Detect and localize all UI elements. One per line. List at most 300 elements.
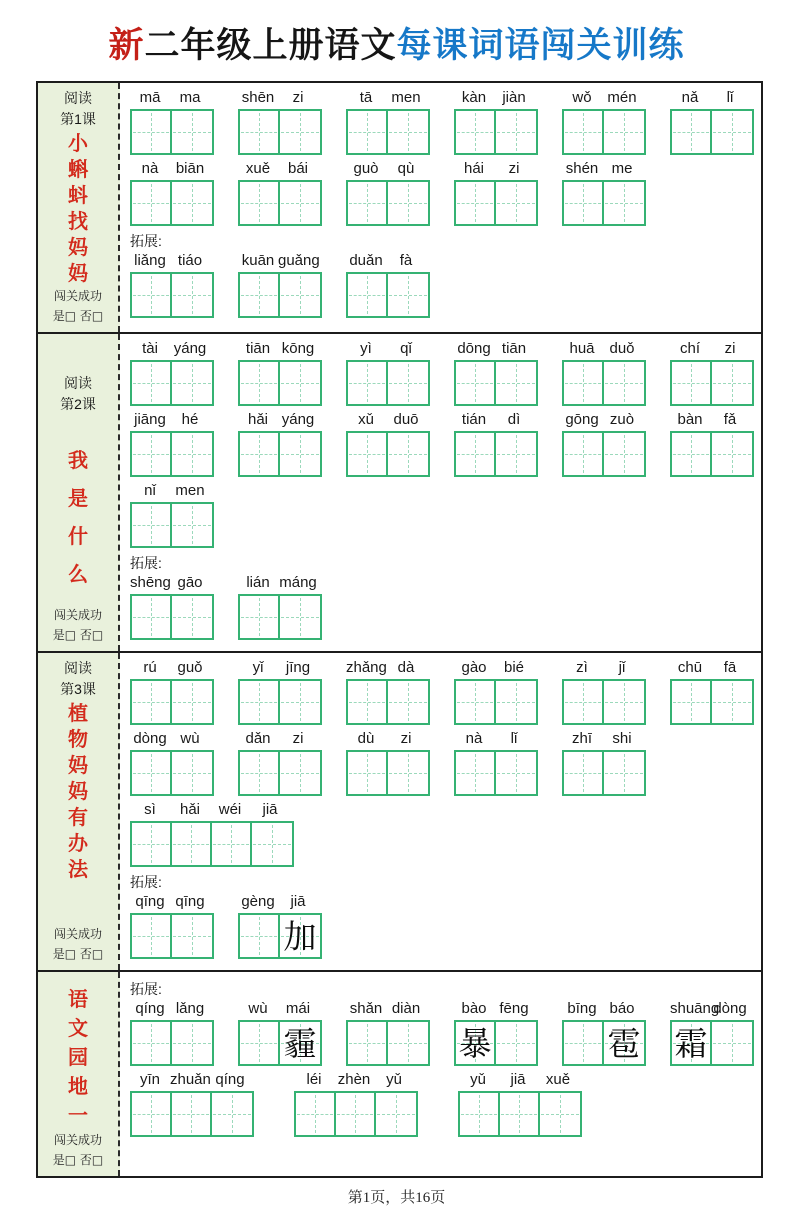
word-unit [238, 730, 322, 796]
section-content [120, 83, 761, 332]
pinyin-syllable: diàn [391, 1000, 421, 1017]
word-unit [454, 1000, 538, 1066]
word-unit [670, 1000, 754, 1066]
char-cell [672, 433, 712, 475]
character-box [130, 913, 214, 959]
pinyin-syllable: dōng [457, 340, 491, 357]
character-box [238, 272, 322, 318]
char-cell [280, 274, 320, 316]
pinyin-syllable: bái [287, 160, 309, 177]
char-cell [296, 1093, 336, 1135]
char-cell [172, 433, 212, 475]
char-cell [348, 433, 388, 475]
pinyin-label [130, 730, 214, 748]
pinyin-syllable: yǔ [386, 1071, 402, 1088]
pinyin-syllable: zhuǎn [170, 1071, 211, 1088]
word-unit [346, 340, 430, 406]
char-cell [456, 433, 496, 475]
pinyin-label [562, 659, 646, 677]
pinyin-label [130, 1000, 214, 1018]
word-unit [346, 1000, 430, 1066]
pinyin-syllable: jiàn [502, 89, 526, 106]
character-box [454, 750, 538, 796]
pinyin-syllable: kuān [241, 252, 275, 269]
lesson-title-char: 蚪 [68, 183, 88, 207]
character-box [130, 272, 214, 318]
pinyin-label [562, 89, 646, 107]
char-cell [252, 823, 292, 865]
pinyin-syllable: nǎ [681, 89, 699, 106]
pinyin-syllable: qù [397, 160, 415, 177]
word-unit [130, 411, 214, 477]
char-cell [604, 752, 644, 794]
char-cell [348, 362, 388, 404]
word-unit [238, 893, 322, 959]
character-box [670, 109, 754, 155]
char-cell [132, 182, 172, 224]
page-title [0, 26, 793, 66]
pinyin-label [346, 252, 430, 270]
word-unit [130, 1071, 254, 1137]
word-unit [346, 252, 430, 318]
character-box [130, 1091, 254, 1137]
lesson-title-vertical [68, 441, 88, 593]
char-cell [564, 111, 604, 153]
word-unit [670, 411, 754, 477]
pinyin-syllable: shǎn [349, 1000, 383, 1017]
lesson-title-char: 办 [68, 831, 88, 855]
pinyin-syllable: duǒ [609, 340, 635, 357]
pinyin-label [130, 893, 214, 911]
pinyin-label [238, 252, 322, 270]
lesson-title-char: 物 [68, 727, 88, 751]
char-cell [240, 596, 280, 638]
pinyin-syllable: lǐ [726, 89, 734, 106]
word-row [130, 411, 757, 477]
character-box [238, 1020, 322, 1066]
char-cell [388, 362, 428, 404]
word-unit [130, 574, 214, 640]
word-unit [454, 340, 538, 406]
char-cell [132, 752, 172, 794]
character-box [346, 360, 430, 406]
word-row [130, 252, 757, 318]
word-unit [346, 411, 430, 477]
pinyin-syllable: huā [569, 340, 595, 357]
char-cell [456, 752, 496, 794]
pinyin-label [562, 411, 646, 429]
char-cell [172, 504, 212, 546]
pinyin-syllable: yǐ [252, 659, 264, 676]
char-cell [240, 182, 280, 224]
yes-no-checkboxes: 是□ 否□ [52, 628, 104, 642]
pinyin-syllable: me [611, 160, 633, 177]
yes-no-checkboxes: 是□ 否□ [52, 309, 104, 323]
lesson-title-char: 么 [68, 562, 88, 586]
char-cell [388, 752, 428, 794]
char-cell [672, 1022, 712, 1064]
word-unit [238, 340, 322, 406]
char-cell [456, 362, 496, 404]
pinyin-syllable: zhèn [337, 1071, 371, 1088]
pinyin-label [562, 160, 646, 178]
pinyin-syllable: dòng [133, 730, 167, 747]
char-cell [388, 111, 428, 153]
pinyin-syllable: wǒ [572, 89, 592, 106]
expand-label: 拓展: [130, 233, 162, 249]
pinyin-syllable: zhī [571, 730, 592, 747]
character-box [238, 109, 322, 155]
char-cell [388, 433, 428, 475]
character-box [130, 502, 214, 548]
char-cell [388, 681, 428, 723]
word-unit [130, 893, 214, 959]
character-box [454, 109, 538, 155]
char-cell [280, 596, 320, 638]
pinyin-label [294, 1071, 418, 1089]
section-content [120, 653, 761, 970]
pinyin-syllable: guǒ [177, 659, 203, 676]
section-sidebar [38, 334, 120, 651]
character-box [454, 431, 538, 477]
char-cell [712, 111, 752, 153]
section-sidebar [38, 83, 120, 332]
character-box [294, 1091, 418, 1137]
char-cell [348, 752, 388, 794]
word-unit [238, 411, 322, 477]
word-row [130, 801, 757, 867]
pinyin-syllable: kōng [281, 340, 315, 357]
char-cell [132, 1022, 172, 1064]
pinyin-label [130, 160, 214, 178]
pinyin-syllable: qǐ [400, 340, 412, 357]
pinyin-syllable: dǎn [245, 730, 271, 747]
pinyin-label [130, 574, 214, 592]
challenge-success-label: 闯关成功 [53, 927, 102, 941]
char-cell [564, 433, 604, 475]
pinyin-syllable: shuāng [670, 1000, 720, 1017]
worksheet-section [38, 653, 761, 972]
word-row [130, 340, 757, 406]
pinyin-label [238, 893, 322, 911]
word-row [130, 730, 757, 796]
word-unit [346, 659, 430, 725]
pinyin-syllable: lián [246, 574, 270, 591]
char-cell [240, 752, 280, 794]
character-box [562, 1020, 646, 1066]
pinyin-syllable: nà [465, 730, 483, 747]
word-unit [562, 730, 646, 796]
pinyin-syllable: kàn [461, 89, 487, 106]
character-box [238, 431, 322, 477]
char-cell [132, 433, 172, 475]
char-cell [348, 1022, 388, 1064]
char-cell [172, 915, 212, 957]
char-cell [280, 915, 320, 957]
char-cell [132, 596, 172, 638]
character-box [670, 360, 754, 406]
character-box [238, 750, 322, 796]
pinyin-syllable: rú [143, 659, 157, 676]
character-box [670, 1020, 754, 1066]
pinyin-syllable: bàn [677, 411, 703, 428]
title-part-new: 新 [108, 26, 145, 65]
pinyin-syllable: lǐ [510, 730, 518, 747]
word-row [130, 1071, 757, 1137]
char-cell [348, 111, 388, 153]
character-box [346, 750, 430, 796]
pinyin-syllable: mā [139, 89, 161, 106]
char-cell [132, 1093, 172, 1135]
pinyin-syllable: yáng [173, 340, 207, 357]
pinyin-syllable: hǎi [179, 801, 201, 818]
pinyin-syllable: xǔ [358, 411, 374, 428]
char-cell [172, 1093, 212, 1135]
word-unit [238, 1000, 322, 1066]
word-unit [454, 411, 538, 477]
word-unit [130, 89, 214, 155]
pinyin-syllable: léi [306, 1071, 322, 1088]
char-cell [240, 274, 280, 316]
char-cell [348, 681, 388, 723]
word-unit [238, 659, 322, 725]
char-cell [240, 111, 280, 153]
word-unit [454, 160, 538, 226]
pinyin-syllable: yì [360, 340, 372, 357]
pinyin-syllable: dòng [713, 1000, 747, 1017]
character-box [130, 431, 214, 477]
pinyin-syllable: zhǎng [346, 659, 387, 676]
character-box [130, 180, 214, 226]
word-row [130, 893, 757, 959]
pinyin-label [454, 730, 538, 748]
char-cell [132, 681, 172, 723]
pinyin-syllable: shēn [241, 89, 275, 106]
pinyin-label [562, 730, 646, 748]
pinyin-label [238, 160, 322, 178]
pinyin-label [562, 1000, 646, 1018]
character-box [238, 360, 322, 406]
char-cell [564, 1022, 604, 1064]
pinyin-label [130, 411, 214, 429]
char-cell [172, 182, 212, 224]
pinyin-syllable: mén [607, 89, 637, 106]
lesson-title-char: 有 [68, 805, 88, 829]
pinyin-label [346, 160, 430, 178]
char-cell [240, 915, 280, 957]
word-unit [562, 340, 646, 406]
character-box [238, 679, 322, 725]
section-sidebar [38, 972, 120, 1176]
pinyin-syllable: duǎn [349, 252, 383, 269]
char-cell [172, 1022, 212, 1064]
pinyin-syllable: tiān [501, 340, 527, 357]
pinyin-syllable: fēng [499, 1000, 529, 1017]
prefilled-char: 暴 [458, 1023, 492, 1063]
char-cell [280, 111, 320, 153]
pinyin-syllable: chí [679, 340, 700, 357]
pinyin-syllable: qīng [135, 893, 165, 910]
word-row [130, 574, 757, 640]
pinyin-label [130, 252, 214, 270]
pinyin-label [454, 659, 538, 677]
char-cell [496, 111, 536, 153]
prefilled-char: 霾 [283, 1023, 317, 1063]
reading-label: 阅读 [63, 90, 92, 106]
char-cell [240, 1022, 280, 1064]
pinyin-label [346, 89, 430, 107]
pinyin-syllable: qīng [175, 893, 205, 910]
character-box [346, 431, 430, 477]
challenge-status [53, 924, 104, 964]
pinyin-label [238, 411, 322, 429]
char-cell [456, 681, 496, 723]
word-unit [294, 1071, 418, 1137]
char-cell [240, 433, 280, 475]
character-box [130, 1020, 214, 1066]
word-unit [346, 89, 430, 155]
lesson-title-char: 我 [68, 448, 88, 472]
lesson-label [60, 658, 96, 700]
pinyin-label [238, 340, 322, 358]
char-cell [348, 182, 388, 224]
word-row [130, 659, 757, 725]
character-box [454, 1020, 538, 1066]
pinyin-syllable: nà [141, 160, 159, 177]
pinyin-syllable: hǎi [247, 411, 269, 428]
pinyin-label [238, 730, 322, 748]
prefilled-char: 加 [283, 916, 317, 956]
char-cell [280, 681, 320, 723]
char-cell [388, 182, 428, 224]
word-row [130, 160, 757, 226]
pinyin-label [238, 1000, 322, 1018]
char-cell [376, 1093, 416, 1135]
char-cell [132, 111, 172, 153]
pinyin-label [458, 1071, 582, 1089]
pinyin-syllable: chū [677, 659, 703, 676]
page-number: 第1页，共16页 [347, 1190, 446, 1206]
pinyin-syllable: men [175, 482, 205, 499]
char-cell [172, 274, 212, 316]
pinyin-syllable: ma [179, 89, 201, 106]
worksheet-section [38, 83, 761, 334]
word-unit [562, 659, 646, 725]
lesson-title-char: 文 [68, 1016, 88, 1040]
char-cell [564, 362, 604, 404]
pinyin-syllable: men [391, 89, 421, 106]
pinyin-syllable: duō [393, 411, 419, 428]
worksheet-table [36, 81, 763, 1178]
character-box [238, 913, 322, 959]
lesson-title-char: 妈 [68, 235, 88, 259]
char-cell [348, 274, 388, 316]
pinyin-syllable: guǎng [278, 252, 320, 269]
char-cell [280, 1022, 320, 1064]
word-unit [454, 89, 538, 155]
pinyin-label [562, 340, 646, 358]
word-unit [238, 252, 322, 318]
pinyin-syllable: qíng [135, 1000, 165, 1017]
pinyin-label [454, 1000, 538, 1018]
char-cell [496, 752, 536, 794]
char-cell [172, 111, 212, 153]
pinyin-syllable: jiā [290, 893, 306, 910]
char-cell [212, 1093, 252, 1135]
pinyin-syllable: nǐ [144, 482, 156, 499]
section-content [120, 334, 761, 651]
char-cell [172, 823, 212, 865]
pinyin-syllable: tā [359, 89, 373, 106]
char-cell [540, 1093, 580, 1135]
lesson-number: 第1课 [60, 111, 96, 127]
character-box [562, 431, 646, 477]
lesson-title-char: 一 [68, 1103, 88, 1127]
char-cell [280, 433, 320, 475]
char-cell [280, 362, 320, 404]
section-content [120, 972, 761, 1176]
word-unit [130, 340, 214, 406]
word-unit [454, 659, 538, 725]
pinyin-syllable: gōng [565, 411, 599, 428]
lesson-title-char: 园 [68, 1045, 88, 1069]
char-cell [240, 362, 280, 404]
pinyin-label [670, 340, 754, 358]
word-unit [130, 730, 214, 796]
char-cell [564, 182, 604, 224]
lesson-number: 第2课 [60, 396, 96, 412]
pinyin-label [130, 1071, 254, 1089]
prefilled-char: 霜 [674, 1023, 708, 1063]
word-unit [130, 1000, 214, 1066]
word-unit [346, 730, 430, 796]
pinyin-label [670, 659, 754, 677]
char-cell [604, 1022, 644, 1064]
character-box [130, 109, 214, 155]
character-box [562, 360, 646, 406]
character-box [458, 1091, 582, 1137]
char-cell [280, 182, 320, 224]
char-cell [672, 681, 712, 723]
pinyin-label [130, 659, 214, 677]
pinyin-syllable: yǔ [470, 1071, 486, 1088]
word-unit [562, 89, 646, 155]
char-cell [388, 274, 428, 316]
character-box [562, 109, 646, 155]
char-cell [212, 823, 252, 865]
lesson-label [60, 373, 96, 415]
pinyin-label [238, 659, 322, 677]
char-cell [336, 1093, 376, 1135]
pinyin-syllable: jiāng [134, 411, 166, 428]
pinyin-syllable: jiā [262, 801, 278, 818]
character-box [346, 679, 430, 725]
word-row [130, 482, 757, 548]
word-unit [670, 89, 754, 155]
pinyin-syllable: biān [175, 160, 205, 177]
yes-no-checkboxes: 是□ 否□ [52, 1153, 104, 1167]
char-cell [496, 681, 536, 723]
expand-label: 拓展: [130, 981, 162, 997]
character-box [130, 360, 214, 406]
pinyin-syllable: gèng [241, 893, 275, 910]
lesson-title-char: 妈 [68, 261, 88, 285]
pinyin-syllable: bào [461, 1000, 487, 1017]
pinyin-label [346, 730, 430, 748]
word-row [130, 1000, 757, 1066]
pinyin-syllable: shi [612, 730, 632, 747]
pinyin-label [130, 340, 214, 358]
